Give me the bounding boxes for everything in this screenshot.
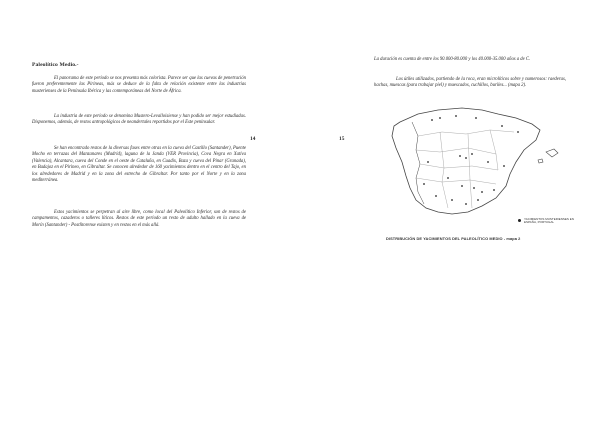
page-number-left: 14: [250, 136, 256, 142]
legend-label: YACIMIENTOS MUSTERIENSES EN ESPAÑA, PORTUGAL: [524, 217, 574, 225]
paragraph: Se han encontrado restos de la diversas fases entre otras en la cueva del Castillo (Santander), Puente Mocho en terrazas del Manzanares (Madrid), laguna de la Janda (VER Provincia), Cova Negra en Xativa (Valencia), Alcantara, cueva del Conde en el oeste de Cataluña, en Cuadix, Baza y cueva del Pinar (Granada), en Badajoz en el Pirineo, en Gibraltar. Se conocen alrededor de 160 yacimientos dentro en el centro del Tajo, en los alrededores de Madrid y en la zona del estrecho de Gibraltar. Por tanto por el Norte y en la zona mediterránea.: [32, 146, 246, 184]
legend-dot-icon: [518, 219, 521, 222]
iberian-peninsula-map: [378, 96, 570, 228]
right-page: [300, 0, 600, 424]
paragraph: Los útiles utilizados, partiendo de la roca, eran microlíticos sobre y numerosos: raederas, hachas, muescas (para trabajar piel) y muescados, cuchillos, buriles... (mapa 2).: [374, 77, 566, 89]
paragraph: Estos yacimientos se perpetran al aire libre, como local del Paleolítico Inferior, son de restos de campamentos, cazaderos o talleres líticos. Restos de este periodo un resto de adulto hallado en la cueva de Morín (Santander) - Postlitorense existen y en restos en el más allá.: [32, 210, 246, 228]
portugal-border: [412, 122, 424, 204]
map-caption: DISTRIBUCIÓN DE YACIMIENTOS DEL PALEOLÍTICO MEDIO - mapa 2: [386, 236, 521, 241]
peninsula-outline: [392, 108, 540, 214]
region-lines: [416, 130, 514, 208]
page-number-right: 15: [339, 136, 345, 142]
paragraph: La duración es cuenta de entre los 90.000-80.000 y los 40.000-35.000 años a de C.: [374, 57, 531, 62]
balearic-islands: [538, 149, 558, 163]
paragraph: La industria de este periodo se denomina Mustero-Levalloisiense y han podido ser mejor estudiadas. Disponemos, además, de restos antropológicos de neandertales repartidos por el Este peninsular.: [32, 114, 246, 126]
paragraph: El panorama de este periodo se nos presenta más colorista. Parece ser que las cuevas de penetración fueron preferentemente las Pirineas, más se deduce de la falta de relación existente entre las industrias musterienses de la Península Ibérica y las contemporáneas del Norte de África.: [32, 76, 246, 94]
section-heading: Paleolítico Medio.-: [32, 62, 79, 68]
site-markers: [423, 115, 519, 205]
